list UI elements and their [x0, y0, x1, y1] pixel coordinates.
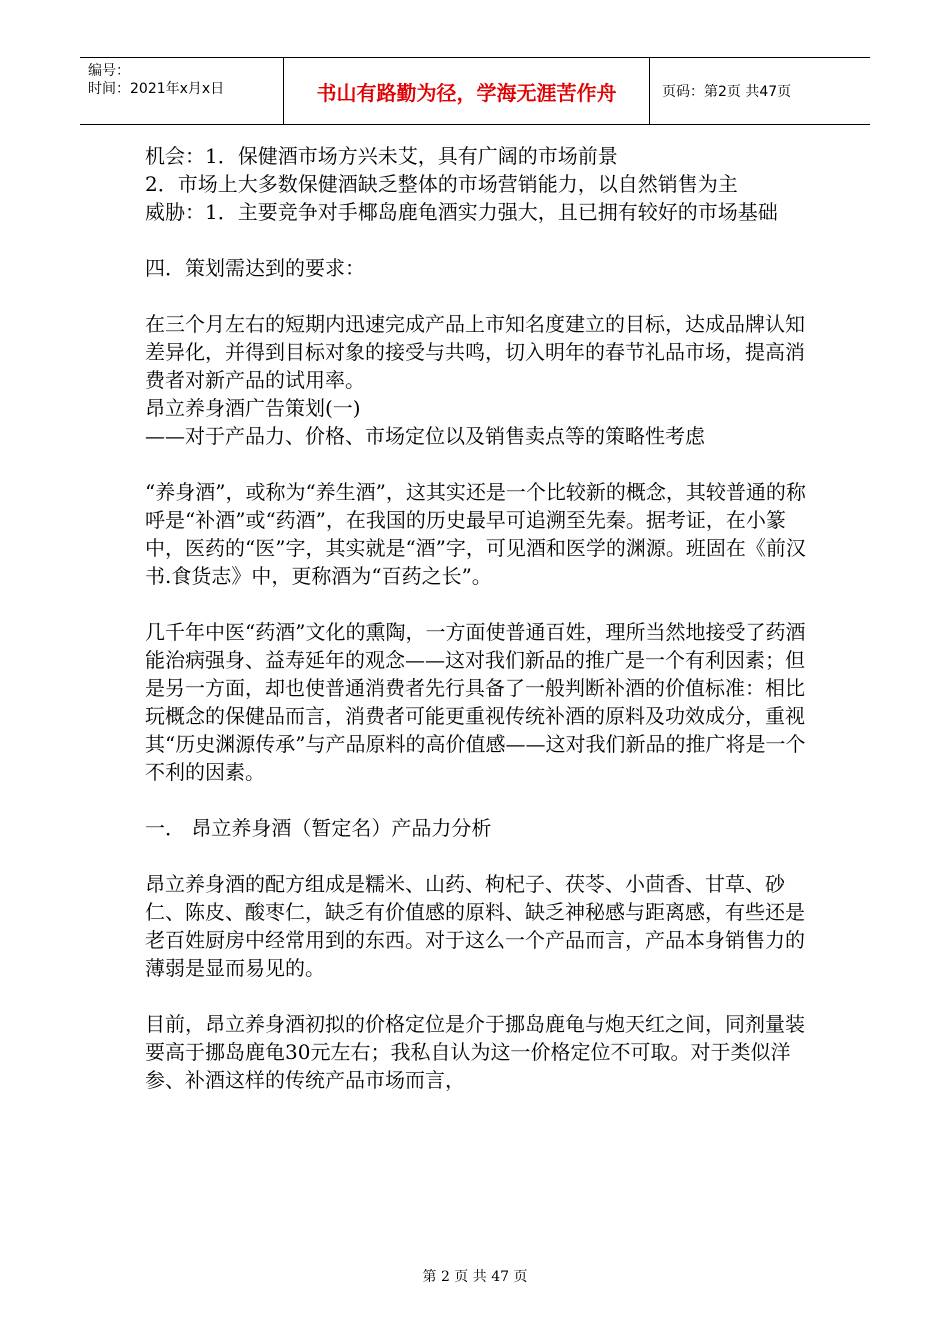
paragraph-spacer [145, 842, 810, 870]
paragraph-spacer [145, 786, 810, 814]
paragraph-culture: 几千年中医“药酒”文化的熏陶，一方面使普通百姓，理所当然地接受了药酒能治病强身、益寿延年的观念——这对我们新品的推广是一个有利因素；但是另一方面，却也使普通消费者先行具备了一般判断补酒的价值标准：相比玩概念的保健品而言，消费者可能更重视传统补酒的原料及功效成分，重视其“历史渊源传承”与产品原料的高价值感——这对我们新品的推广将是一个不利的因素。 [145, 620, 806, 784]
header-meta [80, 58, 283, 124]
paragraph-spacer [145, 590, 810, 618]
document-header [80, 57, 870, 125]
paragraph-threat: 威胁：1．主要竞争对手椰岛鹿龟酒实力强大，且已拥有较好的市场基础 [145, 200, 778, 224]
page-footer: 第 2 页 共 47 页 [422, 1269, 528, 1285]
paragraph-formula: 昂立养身酒的配方组成是糯米、山药、枸杞子、茯苓、小茴香、甘草、砂仁、陈皮、酸枣仁，缺乏有价值感的原料、缺乏神秘感与距离感，有些还是老百姓厨房中经常用到的东西。对于这么一个产品而言，产品本身销售力的薄弱是显而易见的。 [145, 872, 805, 980]
section-subtitle: ——对于产品力、价格、市场定位以及销售卖点等的策略性考虑 [145, 424, 705, 448]
paragraph-opportunity-2: 2．市场上大多数保健酒缺乏整体的市场营销能力，以自然销售为主 [145, 172, 738, 196]
paragraph-history: “养身酒”，或称为“养生酒”，这其实还是一个比较新的概念，其较普通的称呼是“补酒”或“药酒”，在我国的历史最早可追溯至先秦。据考证，在小篆中，医药的“医”字，其实就是“酒”字，可见酒和医学的渊源。班固在《前汉书.食货志》中，更称酒为“百药之长”。 [145, 480, 806, 588]
document-number-label: 编号： [88, 63, 130, 79]
paragraph-spacer [145, 282, 810, 310]
section-title-ad-plan: 昂立养身酒广告策划(一) [145, 396, 361, 420]
paragraph-spacer [145, 982, 810, 1010]
paragraph-pricing: 目前，昂立养身酒初拟的价格定位是介于挪岛鹿龟与炮天红之间，同剂量装要高于挪岛鹿龟30元左右；我私自认为这一价格定位不可取。对于类似洋参、补酒这样的传统产品市场而言， [145, 1012, 805, 1092]
document-body [145, 142, 810, 1094]
paragraph-opportunity-1: 机会：1．保健酒市场方兴未艾，具有广阔的市场前景 [145, 144, 618, 168]
section-heading-requirements: 四．策划需达到的要求： [145, 256, 365, 280]
header-page-code: 页码：第2页 共47页 [662, 84, 792, 100]
header-motto: 书山有路勤为径，学海无涯苦作舟 [283, 58, 650, 124]
document-time-label: 时间：2021年x月x日 [88, 81, 225, 97]
section-heading-product-analysis: 一． 昂立养身酒（暂定名）产品力分析 [145, 816, 492, 840]
paragraph-spacer [145, 450, 810, 478]
paragraph-spacer [145, 226, 810, 254]
paragraph-requirements: 在三个月左右的短期内迅速完成产品上市知名度建立的目标，达成品牌认知差异化，并得到目标对象的接受与共鸣，切入明年的春节礼品市场，提高消费者对新产品的试用率。 [145, 312, 805, 392]
